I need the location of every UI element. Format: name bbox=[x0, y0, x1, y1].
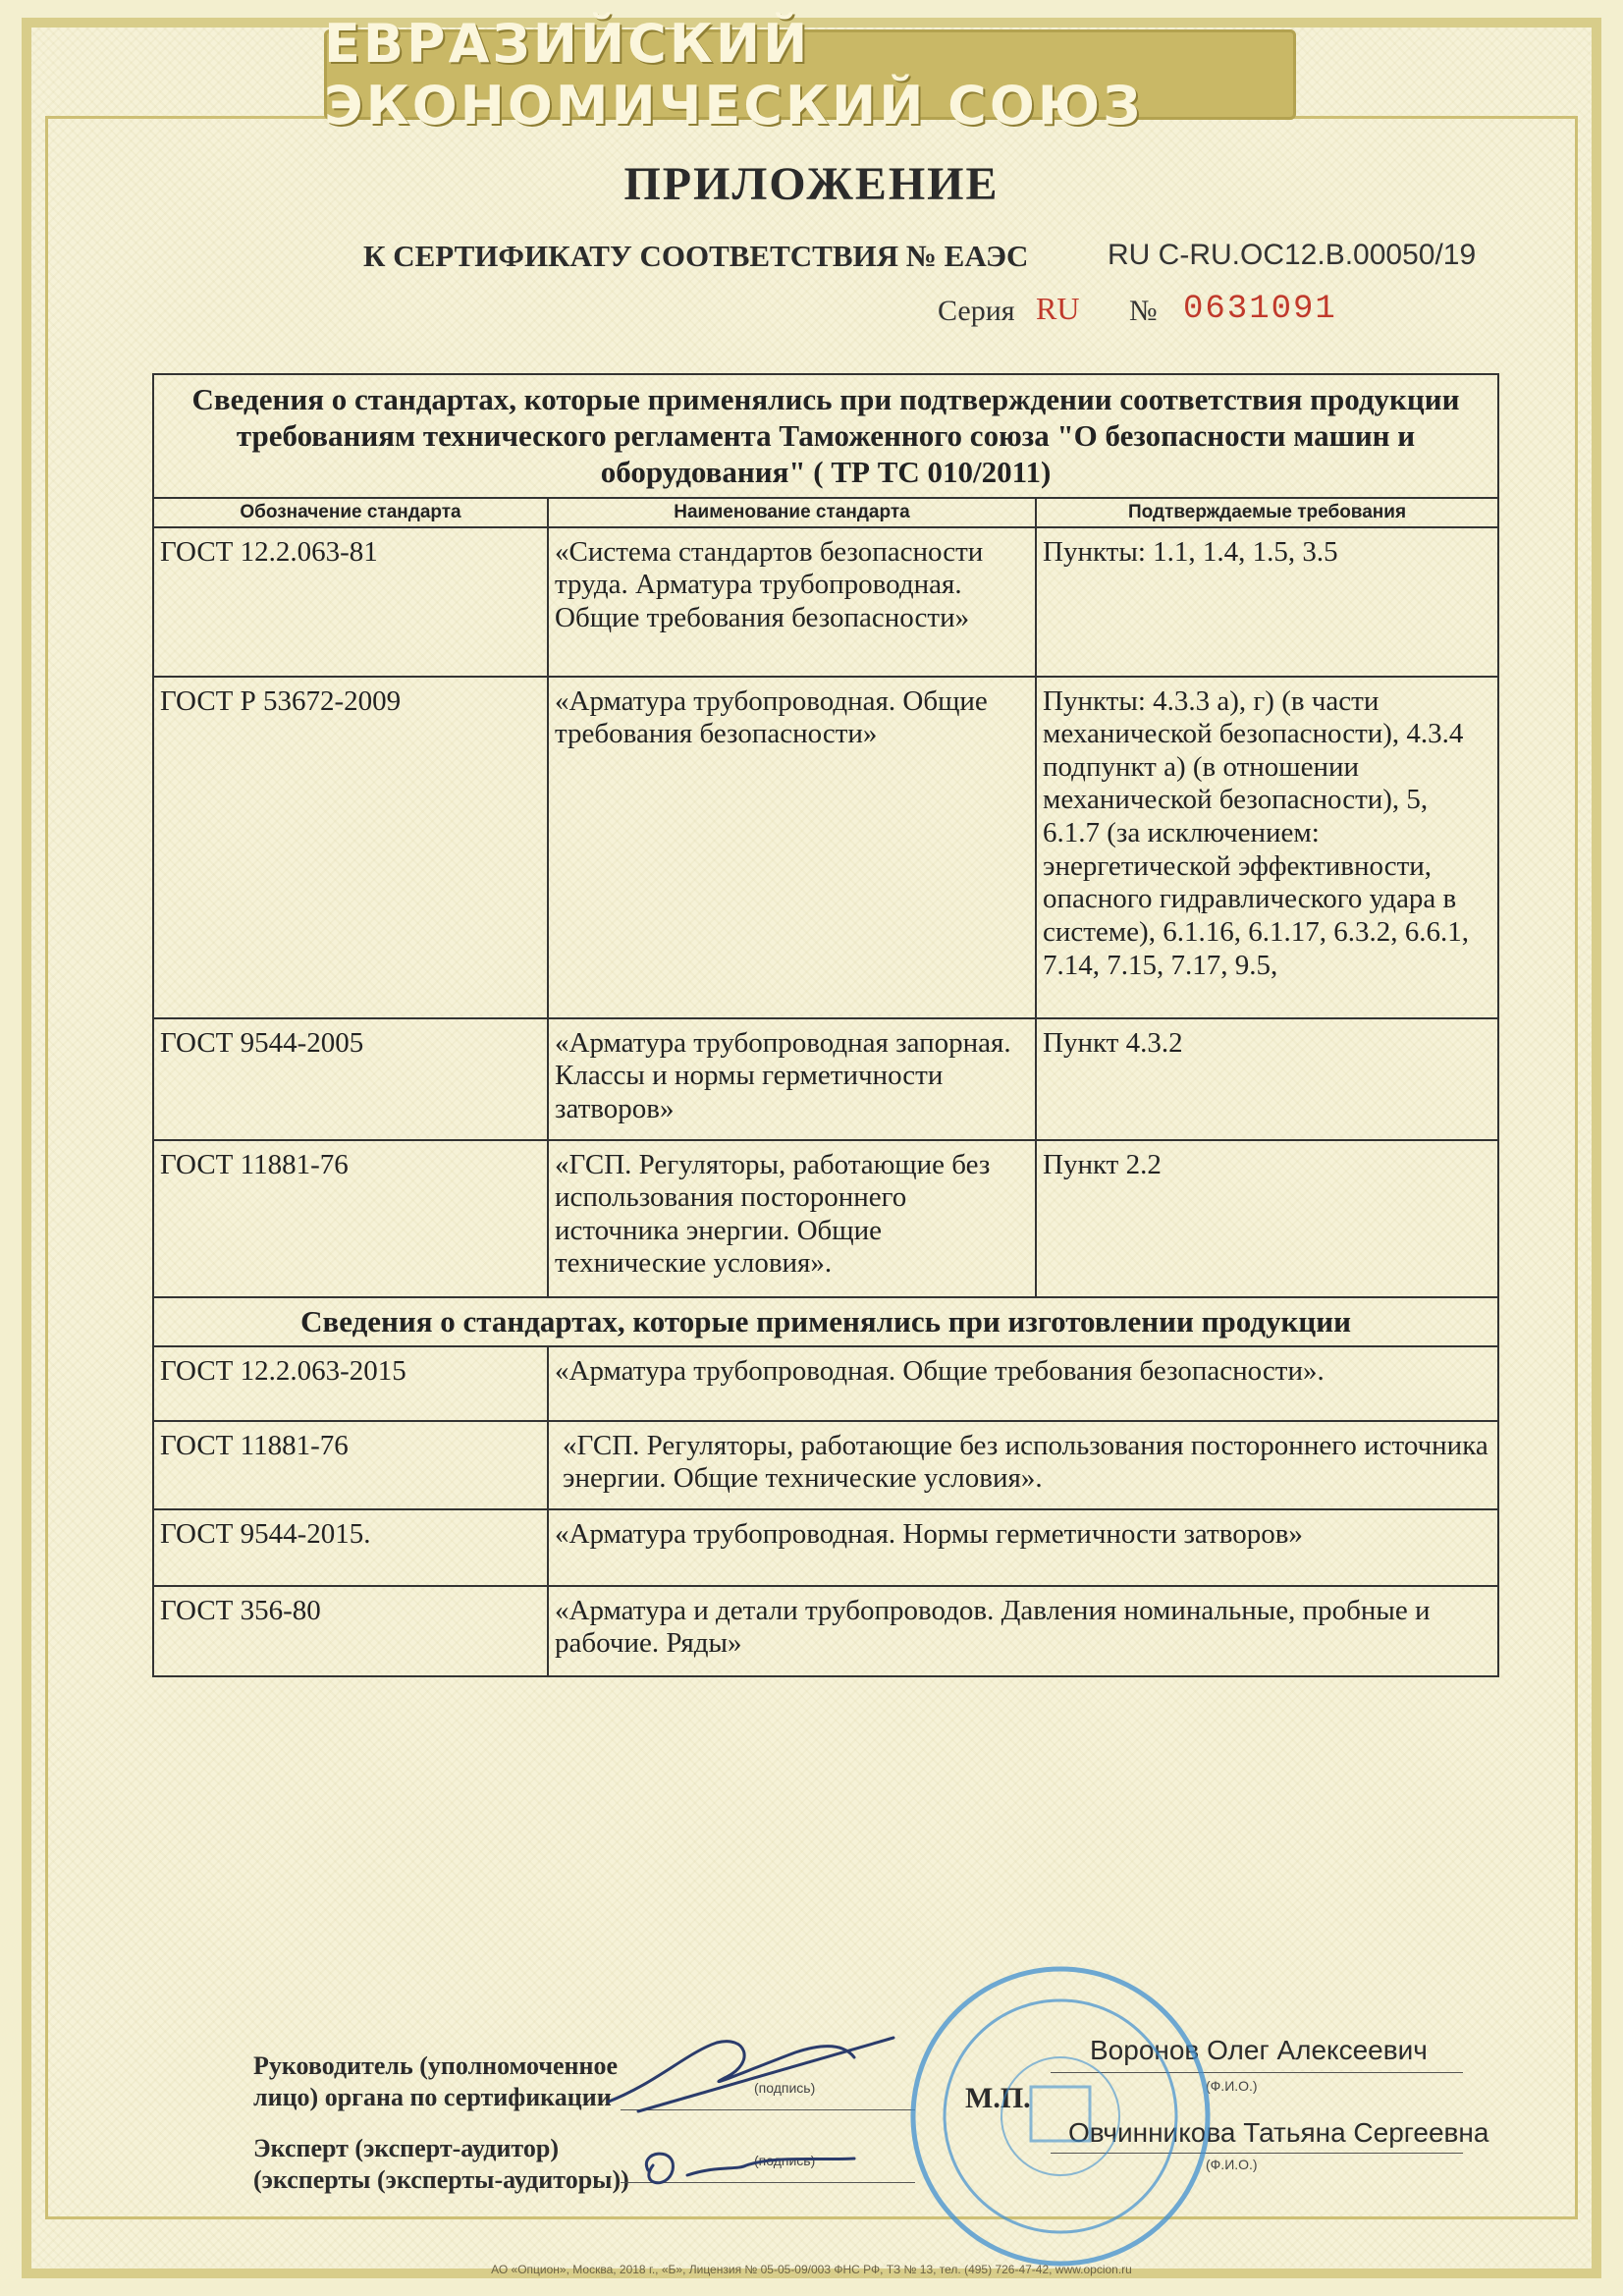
standard-name: «ГСП. Регуляторы, работающие без использования постороннего источника энергии. Общие технические условия». bbox=[548, 1421, 1498, 1509]
standard-name: «Арматура трубопроводная. Общие требования безопасности». bbox=[548, 1346, 1498, 1421]
standard-code: ГОСТ 11881-76 bbox=[153, 1140, 548, 1297]
standard-code: ГОСТ Р 53672-2009 bbox=[153, 677, 548, 1018]
table-row bbox=[153, 1140, 1498, 1297]
union-banner-text: ЕВРАЗИЙСКИЙ ЭКОНОМИЧЕСКИЙ СОЮЗ bbox=[324, 13, 1144, 137]
page-title: ПРИЛОЖЕНИЕ bbox=[623, 158, 1000, 210]
standard-name: «ГСП. Регуляторы, работающие без использования постороннего источника энергии. Общие технические условия». bbox=[548, 1140, 1036, 1297]
stamp-place-label: М.П. bbox=[965, 2082, 1031, 2114]
union-banner bbox=[324, 13, 1296, 137]
expert-label-line-1: Эксперт (эксперт-аудитор) bbox=[253, 2134, 559, 2162]
head-label-line-1: Руководитель (уполномоченное bbox=[253, 2051, 619, 2080]
expert-signature-caption: (подпись) bbox=[754, 2153, 816, 2168]
expert-label-line-2: (эксперты (эксперты-аудиторы)) bbox=[253, 2165, 629, 2194]
standard-requirements: Пункт 4.3.2 bbox=[1036, 1018, 1498, 1140]
standard-code: ГОСТ 9544-2005 bbox=[153, 1018, 548, 1140]
standard-code: ГОСТ 12.2.063-81 bbox=[153, 527, 548, 677]
table-row bbox=[153, 1346, 1498, 1421]
expert-signature bbox=[628, 2131, 884, 2200]
standard-code: ГОСТ 11881-76 bbox=[153, 1421, 548, 1509]
column-header-code: Обозначение стандарта bbox=[153, 498, 548, 527]
head-signature-caption: (подпись) bbox=[754, 2080, 816, 2096]
series-label: Серия bbox=[938, 295, 1015, 327]
column-header-requirements: Подтверждаемые требования bbox=[1036, 498, 1498, 527]
expert-name-caption: (Ф.И.О.) bbox=[1206, 2157, 1258, 2172]
certificate-number: RU C-RU.OC12.B.00050/19 bbox=[1108, 239, 1477, 271]
table-heading-row bbox=[153, 374, 1498, 498]
certificate-label: К СЕРТИФИКАТУ СООТВЕТСТВИЯ № ЕАЭС bbox=[363, 239, 1029, 273]
standard-code: ГОСТ 12.2.063-2015 bbox=[153, 1346, 548, 1421]
table-heading: Сведения о стандартах, которые применялись при подтверждении соответствия продукции требованиям технического регламента Таможенного союза "О безопасности машин и оборудования" ( ТР ТС 010/2011) bbox=[153, 374, 1498, 498]
table-row bbox=[153, 1586, 1498, 1676]
head-name-caption: (Ф.И.О.) bbox=[1206, 2078, 1258, 2094]
standard-code: ГОСТ 9544-2015. bbox=[153, 1509, 548, 1586]
head-label-line-2: лицо) органа по сертификации bbox=[253, 2083, 612, 2111]
printer-footer: АО «Опцион», Москва, 2018 г., «Б», Лицензия № 05-05-09/003 ФНС РФ, ТЗ № 13, тел. (495) 726-47-42, www.opcion.ru bbox=[491, 2263, 1132, 2276]
number-label: № bbox=[1129, 295, 1158, 327]
standard-name: «Арматура трубопроводная. Нормы герметичности затворов» bbox=[548, 1509, 1498, 1586]
standard-requirements: Пункты: 1.1, 1.4, 1.5, 3.5 bbox=[1036, 527, 1498, 677]
head-name: Воронов Олег Алексеевич bbox=[1090, 2035, 1428, 2065]
standard-name: «Арматура трубопроводная. Общие требования безопасности» bbox=[548, 677, 1036, 1018]
production-heading-row bbox=[153, 1297, 1498, 1346]
expert-name: Овчинникова Татьяна Сергеевна bbox=[1068, 2117, 1489, 2148]
column-header-row bbox=[153, 498, 1498, 527]
standard-requirements: Пункты: 4.3.3 а), г) (в части механической безопасности), 4.3.4 подпункт а) (в отношении механической безопасности), 5, 6.1.7 (за исключением: энергетической эффективности, опасного гидравлического удара в системе), 6.1.16, 6.1.17, 6.3.2, 6.6.1, 7.14, 7.15, 7.17, 9.5, bbox=[1036, 677, 1498, 1018]
table-row bbox=[153, 1421, 1498, 1509]
standard-name: «Арматура и детали трубопроводов. Давления номинальные, пробные и рабочие. Ряды» bbox=[548, 1586, 1498, 1676]
series-value: RU bbox=[1036, 291, 1080, 326]
standards-table bbox=[152, 373, 1499, 1677]
certification-stamp bbox=[864, 1949, 1257, 2283]
form-number: 0631091 bbox=[1183, 291, 1337, 328]
standard-requirements: Пункт 2.2 bbox=[1036, 1140, 1498, 1297]
table-row bbox=[153, 1509, 1498, 1586]
standard-code: ГОСТ 356-80 bbox=[153, 1586, 548, 1676]
table-row bbox=[153, 527, 1498, 677]
production-heading: Сведения о стандартах, которые применялись при изготовлении продукции bbox=[153, 1297, 1498, 1346]
standard-name: «Арматура трубопроводная запорная. Классы и нормы герметичности затворов» bbox=[548, 1018, 1036, 1140]
table-row bbox=[153, 677, 1498, 1018]
table-row bbox=[153, 1018, 1498, 1140]
column-header-name: Наименование стандарта bbox=[548, 498, 1036, 527]
standard-name: «Система стандартов безопасности труда. Арматура трубопроводная. Общие требования безопасности» bbox=[548, 527, 1036, 677]
